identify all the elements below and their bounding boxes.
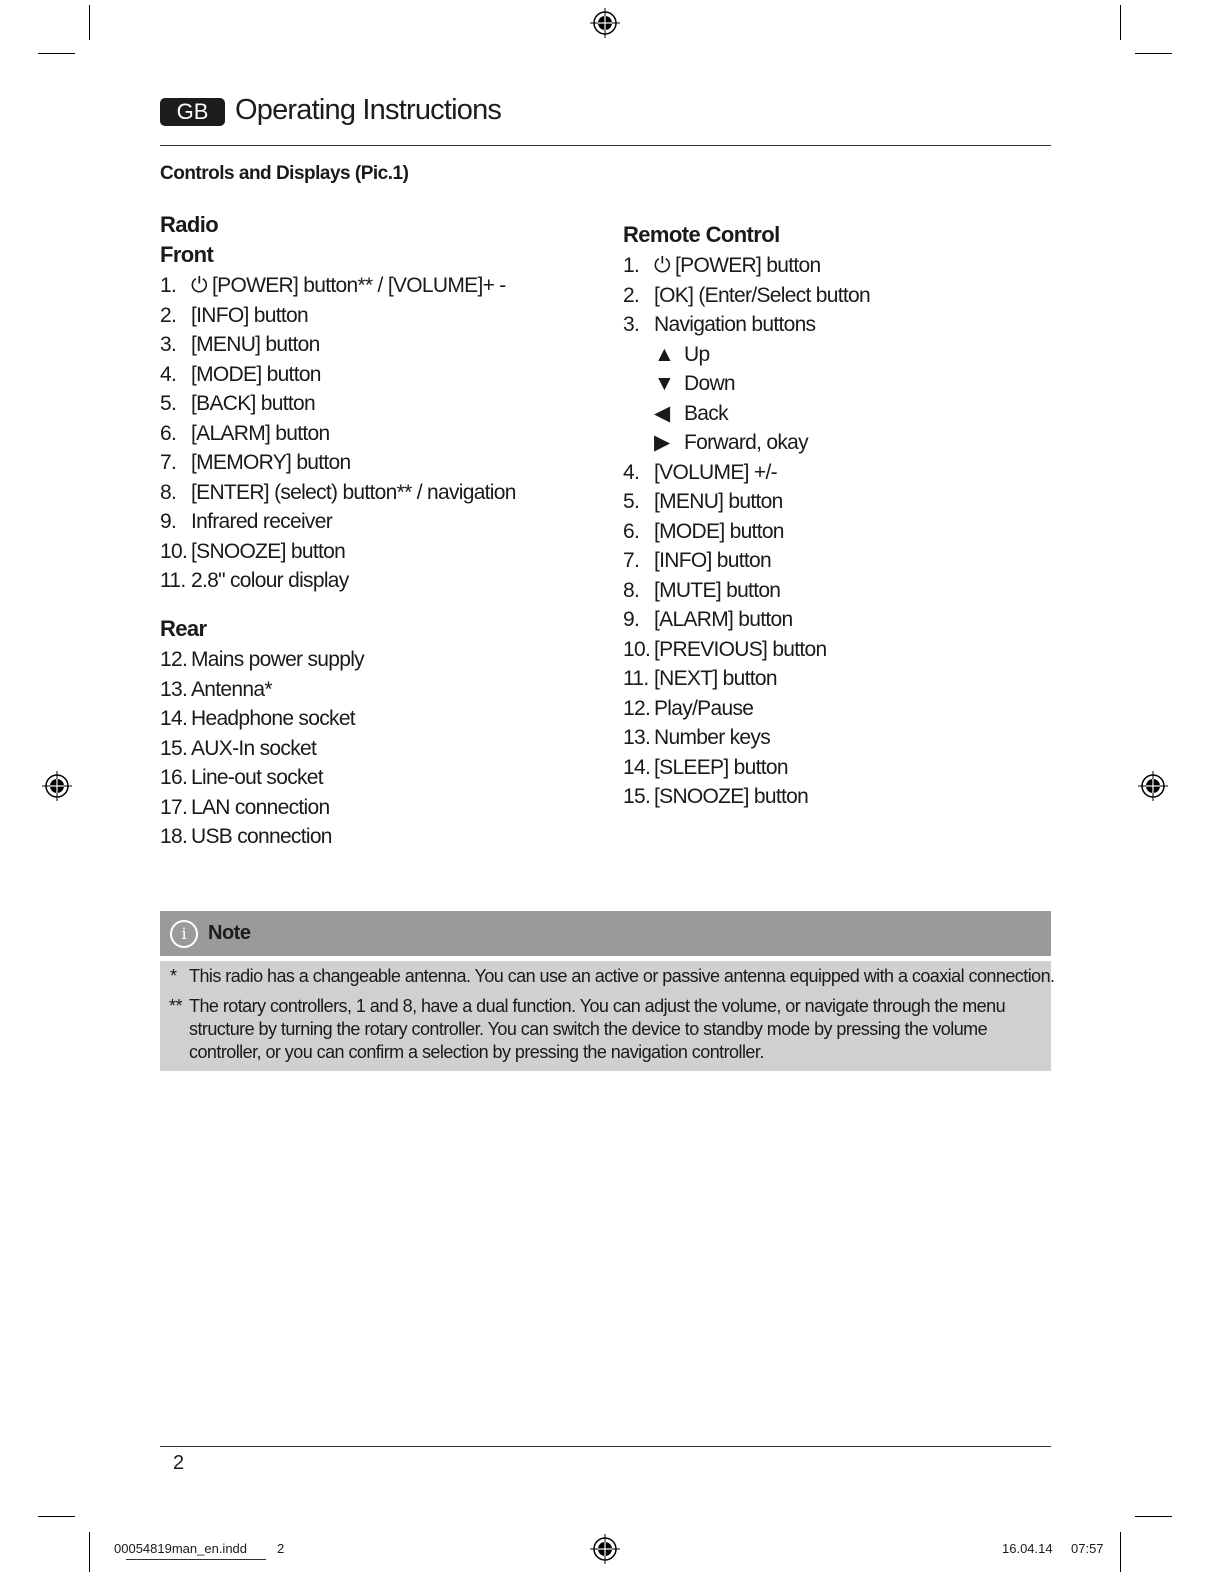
note-text: The rotary controllers, 1 and 8, have a dual function. You can adjust the volume, or navigate through the menu [189,996,1006,1016]
registration-mark-icon [589,1533,621,1565]
item-number: 2. [160,303,177,327]
item-label: AUX-In socket [191,736,317,760]
note-text: structure by turning the rotary controller. You can switch the device to standby mode by pressing the volume [189,1019,988,1039]
list-item [160,301,308,330]
crop-mark [38,53,75,54]
list-item [623,487,783,516]
list-item [160,675,272,704]
item-label: [ALARM] button [654,608,793,631]
item-label: [ALARM] button [191,421,330,445]
item-label: [MODE] button [191,362,321,386]
arrow-icon: ▶ [654,431,670,454]
note-text: This radio has a changeable antenna. You can use an active or passive antenna equipped with a coaxial connection. [189,966,1055,986]
list-item [160,448,351,477]
note-marker: ** [169,996,182,1016]
item-label: [SLEEP] button [654,755,788,779]
item-label: Up [684,342,710,366]
item-number: 9. [160,510,177,533]
page-number: 2 [173,1452,185,1474]
item-number: 2. [623,283,640,307]
item-label: Headphone socket [191,707,355,730]
note-header [160,911,1051,956]
item-label: [BACK] button [191,392,315,415]
item-label: 2.8" colour display [191,569,349,592]
item-label: Down [684,372,735,395]
language-badge: GB [160,98,225,126]
item-label: [SNOOZE] button [191,539,346,563]
footer-divider [160,1446,1051,1447]
list-item [623,428,808,457]
item-label: Navigation buttons [654,313,816,336]
rear-heading: Rear [160,616,207,641]
item-number: 17. [160,795,188,819]
info-icon: i [170,920,198,948]
list-item [623,605,792,634]
item-number: 10. [160,539,188,563]
list-item [623,723,770,752]
item-label: [INFO] button [191,303,308,327]
crop-mark [89,5,90,40]
list-item [623,782,808,811]
arrow-icon: ▲ [654,342,675,366]
header-divider [160,145,1051,146]
item-number: 12. [160,648,188,671]
crop-mark [1135,53,1172,54]
item-number: 4. [160,362,177,386]
item-label: [NEXT] button [654,667,777,690]
list-item [160,478,516,507]
list-item [623,458,777,487]
list-item [623,251,820,280]
item-number: 6. [160,421,177,445]
list-item [160,566,349,595]
item-number: 18. [160,825,188,848]
list-item [623,310,815,339]
list-item [623,517,784,546]
list-item [160,330,320,359]
list-item [160,734,316,763]
radio-heading: Radio [160,212,219,237]
list-item [160,389,315,418]
crop-mark [1120,5,1121,40]
note-text: controller, or you can confirm a selection by pressing the navigation controller. [189,1042,764,1062]
item-number: 7. [623,549,640,572]
item-label: [OK] (Enter/Select button [654,283,870,307]
list-item [623,694,753,723]
list-item [623,546,771,575]
item-label: Forward, okay [684,431,808,454]
item-number: 10. [623,637,651,661]
item-number: 16. [160,766,188,789]
item-number: 6. [623,519,640,543]
crop-mark [89,1532,90,1572]
item-number: 15. [623,785,651,808]
item-number: 8. [160,480,177,504]
item-number: 1. [623,254,640,277]
item-label: [MENU] button [654,490,783,513]
item-number: 14. [623,755,651,779]
remote-heading: Remote Control [623,222,780,247]
item-label: [ENTER] (select) button** / navigation [191,480,516,504]
registration-mark-icon [41,770,73,802]
item-number: 4. [623,460,640,484]
section-title: Controls and Displays (Pic.1) [160,163,409,184]
item-number: 15. [160,736,188,760]
item-label: USB connection [191,825,332,848]
note-title: Note [208,922,251,944]
list-item [160,507,332,536]
item-number: 1. [160,274,177,297]
item-label: [SNOOZE] button [654,785,809,808]
footer-filename-underline [126,1559,266,1560]
list-item [160,360,321,389]
list-item [623,340,709,369]
item-number: 3. [160,333,177,356]
list-item [623,281,870,310]
page-title: Operating Instructions [235,94,502,126]
item-number: 9. [623,608,640,631]
item-number: 13. [160,677,188,701]
item-label: ⏻ [POWER] button [654,254,821,277]
registration-mark-icon [589,7,621,39]
list-item [623,664,777,693]
crop-mark [1135,1516,1172,1517]
registration-mark-icon [1137,770,1169,802]
list-item [623,635,827,664]
list-item [160,793,329,822]
list-item [160,419,329,448]
item-label: Mains power supply [191,648,364,671]
item-label: Back [684,401,728,425]
item-label: Number keys [654,726,771,749]
list-item [160,822,332,851]
arrow-icon: ▼ [654,372,675,395]
list-item [623,576,780,605]
item-number: 14. [160,707,188,730]
list-item [160,537,345,566]
crop-mark [1120,1532,1121,1572]
item-label: [MENU] button [191,333,320,356]
item-number: 13. [623,726,651,749]
front-heading: Front [160,242,214,267]
list-item [160,645,364,674]
item-label: Infrared receiver [191,510,332,533]
item-label: [MUTE] button [654,578,781,602]
item-label: ⏻ [POWER] button** / [VOLUME]+ - [191,274,506,297]
item-label: [MEMORY] button [191,451,351,474]
footer-file-page: 2 [277,1541,285,1556]
item-label: LAN connection [191,795,330,819]
item-number: 5. [160,392,177,415]
item-label: [PREVIOUS] button [654,637,827,661]
footer-filename: 00054819man_en.indd [114,1541,248,1556]
item-number: 12. [623,696,651,720]
item-number: 5. [623,490,640,513]
item-number: 3. [623,313,640,336]
item-number: 11. [160,569,186,592]
item-number: 7. [160,451,177,474]
item-label: [MODE] button [654,519,784,543]
arrow-icon: ◀ [654,401,670,425]
crop-mark [38,1516,75,1517]
item-label: Play/Pause [654,696,754,720]
list-item [160,271,506,300]
item-number: 8. [623,578,640,602]
item-label: [INFO] button [654,549,771,572]
list-item [623,399,728,428]
item-label: Antenna* [191,677,272,701]
list-item [623,753,788,782]
list-item [623,369,735,398]
item-number: 11. [623,667,649,690]
footer-date: 16.04.14 [1002,1541,1053,1556]
list-item [160,704,355,733]
item-label: [VOLUME] +/- [654,460,777,484]
item-label: Line-out socket [191,766,323,789]
note-marker: * [170,966,177,986]
footer-time: 07:57 [1071,1541,1104,1556]
list-item [160,763,323,792]
note-body [160,961,1055,1071]
